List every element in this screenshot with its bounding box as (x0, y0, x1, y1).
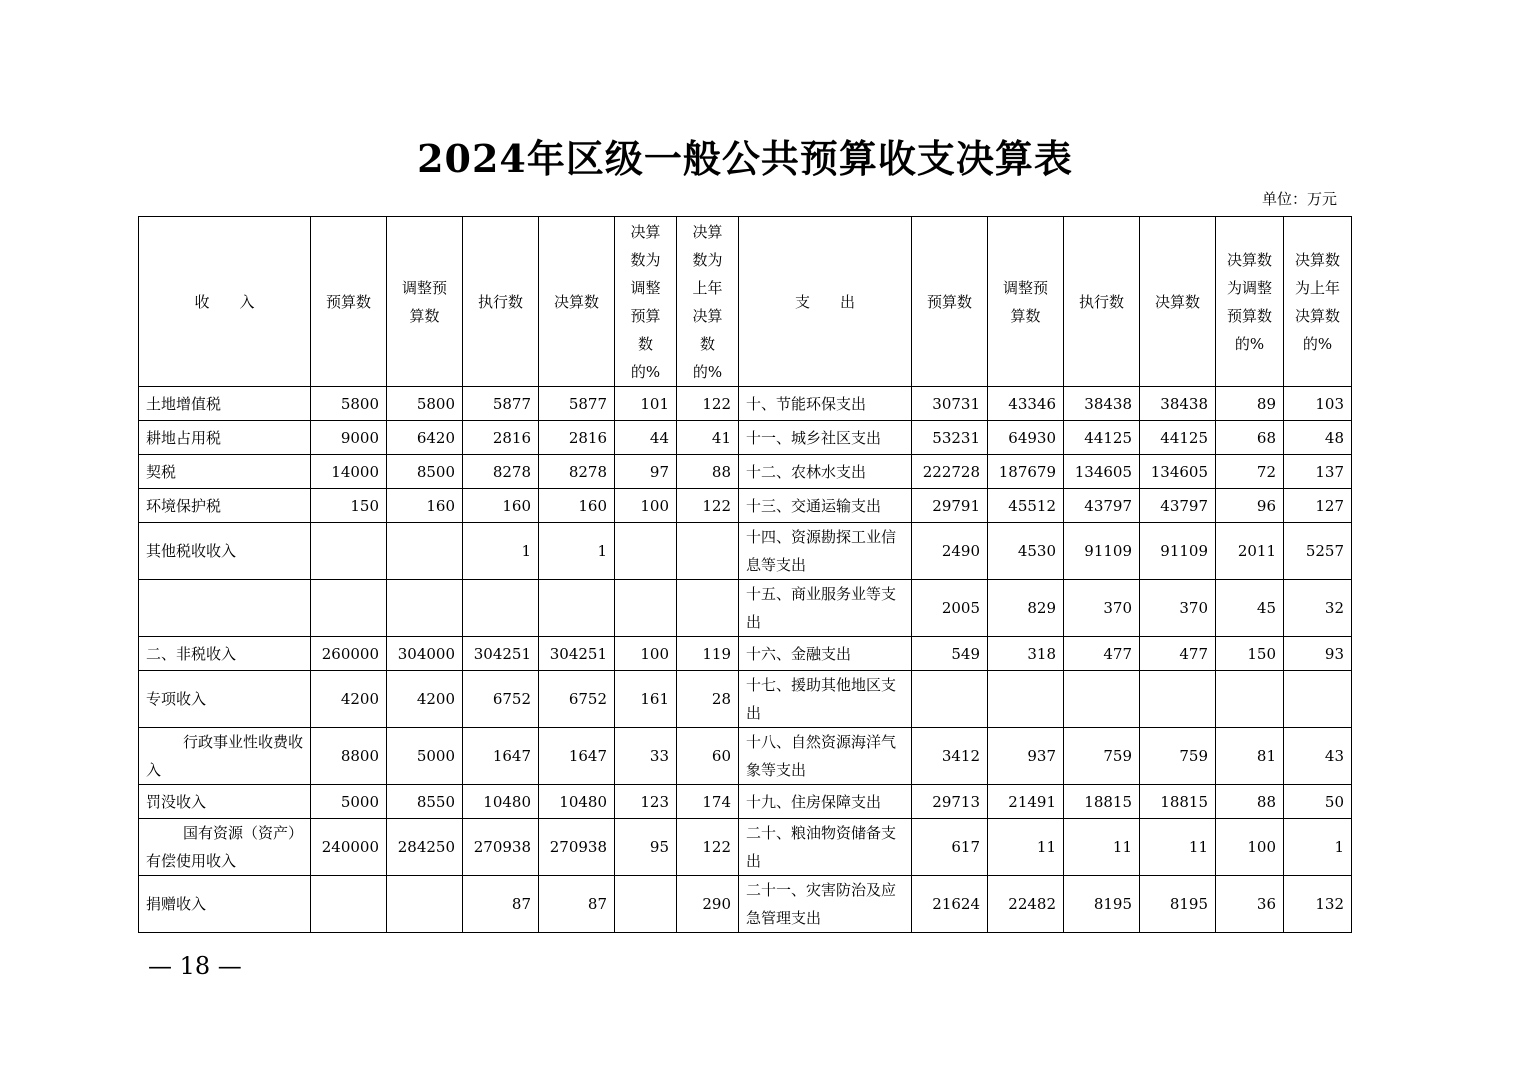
header-expense: 支 出 (739, 217, 912, 387)
expense-adjusted: 11 (988, 819, 1064, 876)
expense-pct-last-year: 93 (1284, 637, 1352, 671)
income-budget (311, 523, 387, 580)
expense-adjusted: 45512 (988, 489, 1064, 523)
income-adjusted (387, 876, 463, 933)
income-final: 270938 (539, 819, 615, 876)
header-adjusted-right: 调整预算数 (988, 217, 1064, 387)
expense-budget: 30731 (912, 387, 988, 421)
income-item (139, 580, 311, 637)
expense-item: 十二、农林水支出 (739, 455, 912, 489)
income-pct-adjusted: 161 (615, 671, 677, 728)
header-pct-last-year-left: 决算数为上年决算数的% (677, 217, 739, 387)
income-pct-adjusted: 44 (615, 421, 677, 455)
expense-item: 十三、交通运输支出 (739, 489, 912, 523)
income-adjusted (387, 580, 463, 637)
income-pct-adjusted: 100 (615, 637, 677, 671)
header-final-right: 决算数 (1140, 217, 1216, 387)
expense-final: 91109 (1140, 523, 1216, 580)
income-pct-adjusted: 123 (615, 785, 677, 819)
income-item: 土地增值税 (139, 387, 311, 421)
income-pct-adjusted (615, 523, 677, 580)
header-income: 收 入 (139, 217, 311, 387)
income-final: 1647 (539, 728, 615, 785)
income-budget (311, 580, 387, 637)
income-adjusted: 8550 (387, 785, 463, 819)
income-adjusted: 5800 (387, 387, 463, 421)
expense-budget: 549 (912, 637, 988, 671)
table-row (139, 785, 1352, 819)
income-pct-last-year: 60 (677, 728, 739, 785)
income-budget (311, 876, 387, 933)
expense-budget: 3412 (912, 728, 988, 785)
expense-executed: 8195 (1064, 876, 1140, 933)
income-pct-last-year: 174 (677, 785, 739, 819)
expense-final: 44125 (1140, 421, 1216, 455)
expense-budget: 29791 (912, 489, 988, 523)
income-adjusted: 8500 (387, 455, 463, 489)
expense-item: 十一、城乡社区支出 (739, 421, 912, 455)
income-pct-last-year: 28 (677, 671, 739, 728)
expense-adjusted: 21491 (988, 785, 1064, 819)
expense-final: 8195 (1140, 876, 1216, 933)
header-adjusted: 调整预算数 (387, 217, 463, 387)
expense-pct-adjusted: 89 (1216, 387, 1284, 421)
income-item: 契税 (139, 455, 311, 489)
expense-pct-adjusted: 68 (1216, 421, 1284, 455)
expense-adjusted: 318 (988, 637, 1064, 671)
expense-executed: 44125 (1064, 421, 1140, 455)
expense-executed: 370 (1064, 580, 1140, 637)
expense-pct-adjusted: 88 (1216, 785, 1284, 819)
income-budget: 260000 (311, 637, 387, 671)
expense-budget (912, 671, 988, 728)
expense-item: 十九、住房保障支出 (739, 785, 912, 819)
income-adjusted: 6420 (387, 421, 463, 455)
expense-pct-last-year: 103 (1284, 387, 1352, 421)
expense-final: 18815 (1140, 785, 1216, 819)
income-budget: 5000 (311, 785, 387, 819)
income-executed: 160 (463, 489, 539, 523)
header-pct-last-year-right: 决算数为上年决算数的% (1284, 217, 1352, 387)
income-adjusted: 304000 (387, 637, 463, 671)
header-executed: 执行数 (463, 217, 539, 387)
expense-executed: 38438 (1064, 387, 1140, 421)
income-pct-last-year: 122 (677, 387, 739, 421)
expense-executed: 759 (1064, 728, 1140, 785)
income-pct-adjusted (615, 876, 677, 933)
income-executed: 1647 (463, 728, 539, 785)
header-pct-adjusted-left: 决算数为调整预算数的% (615, 217, 677, 387)
expense-pct-last-year: 43 (1284, 728, 1352, 785)
expense-final: 11 (1140, 819, 1216, 876)
income-item: 捐赠收入 (139, 876, 311, 933)
expense-pct-last-year: 32 (1284, 580, 1352, 637)
income-pct-adjusted: 101 (615, 387, 677, 421)
expense-item: 十六、金融支出 (739, 637, 912, 671)
expense-final: 370 (1140, 580, 1216, 637)
income-final: 1 (539, 523, 615, 580)
income-pct-last-year: 290 (677, 876, 739, 933)
table-row (139, 421, 1352, 455)
income-item: 行政事业性收费收入 (139, 728, 311, 785)
header-budget-right: 预算数 (912, 217, 988, 387)
expense-executed (1064, 671, 1140, 728)
expense-pct-adjusted: 96 (1216, 489, 1284, 523)
table-row (139, 455, 1352, 489)
expense-pct-last-year: 1 (1284, 819, 1352, 876)
expense-item: 十八、自然资源海洋气象等支出 (739, 728, 912, 785)
expense-budget: 222728 (912, 455, 988, 489)
expense-item: 二十一、灾害防治及应急管理支出 (739, 876, 912, 933)
expense-pct-last-year: 50 (1284, 785, 1352, 819)
income-executed: 270938 (463, 819, 539, 876)
income-pct-last-year: 41 (677, 421, 739, 455)
income-item: 专项收入 (139, 671, 311, 728)
income-adjusted (387, 523, 463, 580)
expense-adjusted (988, 671, 1064, 728)
income-final: 10480 (539, 785, 615, 819)
expense-pct-adjusted: 2011 (1216, 523, 1284, 580)
expense-adjusted: 22482 (988, 876, 1064, 933)
income-executed: 2816 (463, 421, 539, 455)
header-budget: 预算数 (311, 217, 387, 387)
expense-pct-last-year: 48 (1284, 421, 1352, 455)
income-executed: 304251 (463, 637, 539, 671)
income-adjusted: 4200 (387, 671, 463, 728)
expense-budget: 29713 (912, 785, 988, 819)
expense-final: 43797 (1140, 489, 1216, 523)
income-pct-adjusted: 95 (615, 819, 677, 876)
header-final: 决算数 (539, 217, 615, 387)
income-pct-last-year: 122 (677, 819, 739, 876)
expense-budget: 21624 (912, 876, 988, 933)
expense-executed: 134605 (1064, 455, 1140, 489)
income-item: 二、非税收入 (139, 637, 311, 671)
budget-table (138, 216, 1352, 933)
expense-executed: 43797 (1064, 489, 1140, 523)
income-budget: 8800 (311, 728, 387, 785)
expense-final: 134605 (1140, 455, 1216, 489)
expense-adjusted: 937 (988, 728, 1064, 785)
expense-adjusted: 4530 (988, 523, 1064, 580)
income-item: 环境保护税 (139, 489, 311, 523)
unit-label: 单位：万元 (1262, 190, 1338, 208)
income-final: 304251 (539, 637, 615, 671)
expense-pct-last-year: 5257 (1284, 523, 1352, 580)
income-item: 国有资源（资产）有偿使用收入 (139, 819, 311, 876)
expense-item: 二十、粮油物资储备支出 (739, 819, 912, 876)
income-final: 2816 (539, 421, 615, 455)
table-row (139, 387, 1352, 421)
income-adjusted: 284250 (387, 819, 463, 876)
income-executed: 6752 (463, 671, 539, 728)
income-budget: 240000 (311, 819, 387, 876)
income-executed: 10480 (463, 785, 539, 819)
table-row (139, 523, 1352, 580)
income-executed (463, 580, 539, 637)
header-pct-adjusted-right: 决算数为调整预算数的% (1216, 217, 1284, 387)
income-budget: 4200 (311, 671, 387, 728)
table-row (139, 580, 1352, 637)
expense-pct-adjusted: 72 (1216, 455, 1284, 489)
income-final: 160 (539, 489, 615, 523)
income-item: 其他税收收入 (139, 523, 311, 580)
income-pct-adjusted (615, 580, 677, 637)
expense-final: 477 (1140, 637, 1216, 671)
expense-final (1140, 671, 1216, 728)
expense-pct-adjusted: 100 (1216, 819, 1284, 876)
income-budget: 5800 (311, 387, 387, 421)
income-pct-last-year: 88 (677, 455, 739, 489)
expense-adjusted: 64930 (988, 421, 1064, 455)
income-executed: 8278 (463, 455, 539, 489)
expense-pct-last-year: 137 (1284, 455, 1352, 489)
expense-final: 759 (1140, 728, 1216, 785)
table-row (139, 728, 1352, 785)
income-item: 罚没收入 (139, 785, 311, 819)
income-pct-last-year (677, 580, 739, 637)
income-pct-last-year: 119 (677, 637, 739, 671)
income-pct-adjusted: 97 (615, 455, 677, 489)
expense-item: 十四、资源勘探工业信息等支出 (739, 523, 912, 580)
income-pct-last-year: 122 (677, 489, 739, 523)
expense-adjusted: 43346 (988, 387, 1064, 421)
income-final: 8278 (539, 455, 615, 489)
expense-budget: 2490 (912, 523, 988, 580)
expense-item: 十七、援助其他地区支出 (739, 671, 912, 728)
income-budget: 14000 (311, 455, 387, 489)
expense-item: 十五、商业服务业等支出 (739, 580, 912, 637)
income-budget: 150 (311, 489, 387, 523)
expense-final: 38438 (1140, 387, 1216, 421)
page-title: 2024年区级一般公共预算收支决算表 (417, 136, 1073, 181)
expense-budget: 2005 (912, 580, 988, 637)
expense-pct-last-year: 127 (1284, 489, 1352, 523)
expense-executed: 477 (1064, 637, 1140, 671)
income-item: 耕地占用税 (139, 421, 311, 455)
expense-pct-adjusted: 150 (1216, 637, 1284, 671)
table-row (139, 637, 1352, 671)
income-final: 87 (539, 876, 615, 933)
expense-budget: 617 (912, 819, 988, 876)
expense-adjusted: 187679 (988, 455, 1064, 489)
income-executed: 5877 (463, 387, 539, 421)
table-row (139, 876, 1352, 933)
income-pct-adjusted: 100 (615, 489, 677, 523)
income-executed: 87 (463, 876, 539, 933)
expense-item: 十、节能环保支出 (739, 387, 912, 421)
expense-executed: 91109 (1064, 523, 1140, 580)
expense-pct-adjusted: 45 (1216, 580, 1284, 637)
header-row (139, 217, 1352, 387)
income-final: 5877 (539, 387, 615, 421)
table-row (139, 671, 1352, 728)
table-row (139, 819, 1352, 876)
expense-pct-last-year (1284, 671, 1352, 728)
expense-executed: 11 (1064, 819, 1140, 876)
expense-pct-adjusted: 81 (1216, 728, 1284, 785)
income-executed: 1 (463, 523, 539, 580)
expense-pct-adjusted (1216, 671, 1284, 728)
income-adjusted: 5000 (387, 728, 463, 785)
expense-budget: 53231 (912, 421, 988, 455)
income-pct-adjusted: 33 (615, 728, 677, 785)
income-pct-last-year (677, 523, 739, 580)
page-number: — 18 — (148, 952, 242, 980)
expense-pct-last-year: 132 (1284, 876, 1352, 933)
expense-pct-adjusted: 36 (1216, 876, 1284, 933)
income-final (539, 580, 615, 637)
income-adjusted: 160 (387, 489, 463, 523)
income-final: 6752 (539, 671, 615, 728)
expense-executed: 18815 (1064, 785, 1140, 819)
expense-adjusted: 829 (988, 580, 1064, 637)
income-budget: 9000 (311, 421, 387, 455)
table-row (139, 489, 1352, 523)
header-executed-right: 执行数 (1064, 217, 1140, 387)
